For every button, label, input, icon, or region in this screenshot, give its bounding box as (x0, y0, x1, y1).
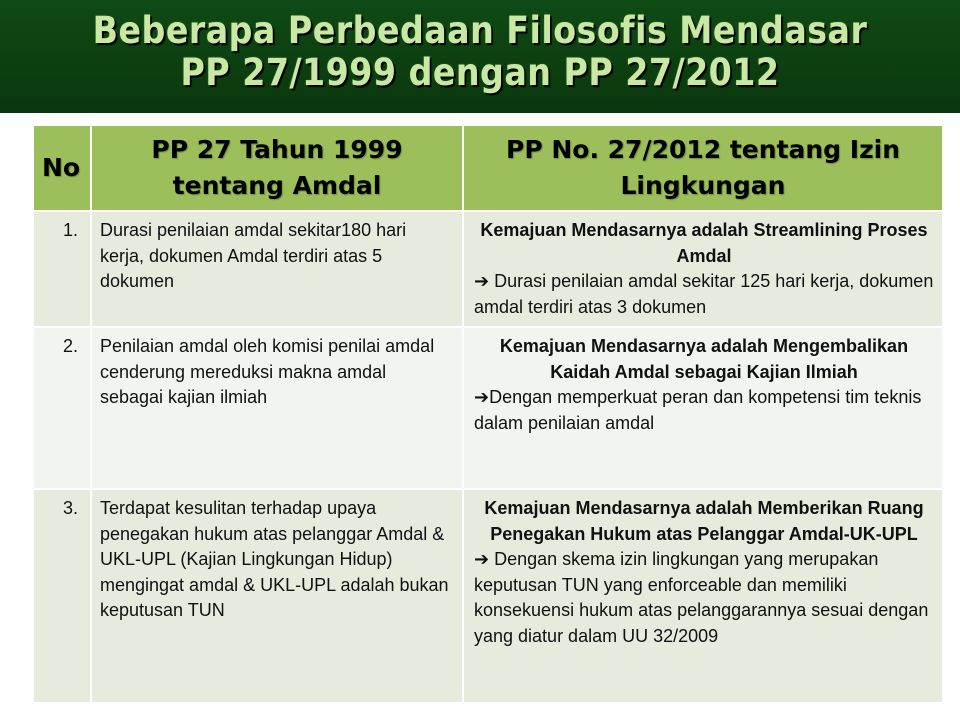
table-row (33, 489, 943, 703)
header-pp-2012: PP No. 27/2012 tentang Izin Lingkungan (463, 125, 943, 211)
table-row (33, 327, 943, 489)
table-row (33, 211, 943, 327)
progress-detail-text: Dengan memperkuat peran dan kompetensi tim teknis dalam penilaian amdal (474, 387, 922, 433)
header-pp-1999: PP 27 Tahun 1999 tentang Amdal (91, 125, 463, 211)
comparison-table (32, 124, 944, 704)
table-header-row (33, 125, 943, 211)
progress-detail-text: Dengan skema izin lingkungan yang merupakan keputusan TUN yang enforceable dan memiliki konsekuensi hukum atas pelanggarannya sesuai dengan yang diatur dalam UU 32/2009 (474, 549, 929, 646)
progress-heading: Kemajuan Mendasarnya adalah Memberikan Ruang Penegakan Hukum atas Pelanggar Amdal-UK-UPL (484, 498, 924, 544)
progress-heading: Kemajuan Mendasarnya adalah Streamlining Proses Amdal (480, 220, 928, 266)
pp-2012-cell (463, 211, 943, 327)
arrow-right-icon: ➔ (474, 549, 490, 570)
title-banner (0, 0, 960, 113)
progress-detail (474, 269, 934, 320)
header-no: No (33, 125, 91, 211)
row-number: 2. (33, 327, 91, 489)
arrow-right-icon: ➔ (474, 271, 490, 292)
progress-detail (474, 385, 934, 436)
comparison-table-container (32, 124, 942, 704)
arrow-right-icon: ➔ (474, 387, 490, 408)
pp-2012-cell (463, 489, 943, 703)
pp-1999-cell: Penilaian amdal oleh komisi penilai amdal cenderung mereduksi makna amdal sebagai kajian ilmiah (91, 327, 463, 489)
row-number: 1. (33, 211, 91, 327)
slide-title-line-1: Beberapa Perbedaan Filosofis Mendasar (92, 9, 868, 52)
progress-heading: Kemajuan Mendasarnya adalah Mengembalikan Kaidah Amdal sebagai Kajian Ilmiah (499, 336, 909, 382)
pp-1999-cell: Terdapat kesulitan terhadap upaya penegakan hukum atas pelanggar Amdal & UKL-UPL (Kajian Lingkungan Hidup) mengingat amdal & UKL-UPL adalah bukan keputusan TUN (91, 489, 463, 703)
progress-detail-text: Durasi penilaian amdal sekitar 125 hari kerja, dokumen amdal terdiri atas 3 dokumen (474, 271, 934, 317)
pp-2012-cell (463, 327, 943, 489)
slide-title-line-2: PP 27/1999 dengan PP 27/2012 (180, 51, 780, 94)
pp-1999-cell: Durasi penilaian amdal sekitar180 hari kerja, dokumen Amdal terdiri atas 5 dokumen (91, 211, 463, 327)
progress-detail (474, 547, 934, 649)
row-number: 3. (33, 489, 91, 703)
